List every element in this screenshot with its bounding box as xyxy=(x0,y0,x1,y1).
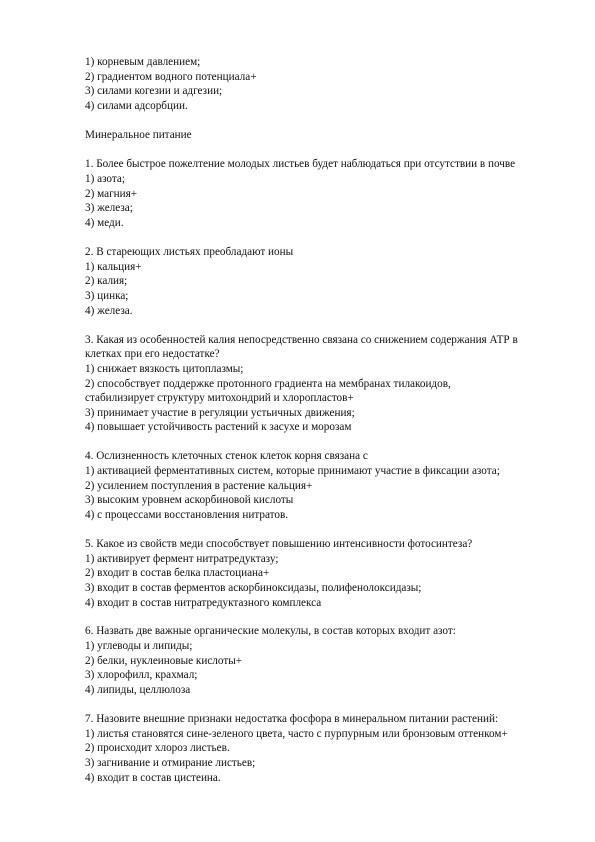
question-text: 2. В стареющих листьях преобладают ионы xyxy=(85,246,294,258)
option-line: 2) происходит хлороз листьев. xyxy=(85,742,230,754)
option-line: стабилизирует структуру митохондрий и хлоропластов+ xyxy=(85,392,354,404)
option-line: 2) способствует поддержке протонного градиента на мембранах тилакоидов, xyxy=(85,378,451,390)
question-text: 4. Ослизненность клеточных стенок клеток корня связана с xyxy=(85,450,368,462)
option-line: 2) белки, нуклеиновые кислоты+ xyxy=(85,655,243,667)
option-line: 2) калия; xyxy=(85,275,128,287)
option-line: 3) высоким уровнем аскорбиновой кислоты xyxy=(85,494,294,506)
option-line: 1) активирует фермент нитратредуктазу; xyxy=(85,553,279,565)
option-line: 4) входит в состав нитратредуктазного комплекса xyxy=(85,597,322,609)
option-line: 3) цинка; xyxy=(85,290,129,302)
option-line: 3) хлорофилл, крахмал; xyxy=(85,669,198,681)
option-line: 1) азота; xyxy=(85,173,125,185)
option-line: 4) с процессами восстановления нитратов. xyxy=(85,509,289,521)
option-line: 3) загнивание и отмирание листьев; xyxy=(85,757,256,769)
question-text-continued: клетках при его недостатке? xyxy=(85,348,220,360)
option-line: 1) корневым давлением; xyxy=(85,56,201,68)
option-line: 4) железа. xyxy=(85,305,133,317)
option-line: 2) входит в состав белка пластоциана+ xyxy=(85,567,270,579)
option-line: 2) градиентом водного потенциала+ xyxy=(85,71,257,83)
option-line: 3) принимает участие в регуляции устьичных движения; xyxy=(85,407,355,419)
question-text: 3. Какая из особенностей калия непосредственно связана со снижением содержания АТР в xyxy=(85,334,518,346)
question-text: 5. Какое из свойств меди способствует повышению интенсивности фотосинтеза? xyxy=(85,538,473,550)
option-line: 2) усилением поступления в растение кальция+ xyxy=(85,480,313,492)
section-title: Минеральное питание xyxy=(85,129,192,141)
option-line: 2) магния+ xyxy=(85,188,138,200)
option-line: 3) входит в состав ферментов аскорбиноксидазы, полифенолоксидазы; xyxy=(85,582,422,594)
option-line: 4) липиды, целлюлоза xyxy=(85,684,191,696)
option-line: 4) входит в состав цистеина. xyxy=(85,772,221,784)
option-line: 1) листья становятся сине-зеленого цвета, часто с пурпурным или бронзовым оттенком+ xyxy=(85,728,508,740)
option-line: 4) повышает устойчивость растений к засухе и морозам xyxy=(85,421,352,433)
option-line: 4) меди. xyxy=(85,217,124,229)
option-line: 3) силами когезии и адгезии; xyxy=(85,85,223,97)
option-line: 1) активацией ферментативных систем, которые принимают участие в фиксации азота; xyxy=(85,465,500,477)
question-text: 7. Назовите внешние признаки недостатка фосфора в минеральном питании растений: xyxy=(85,713,499,725)
option-line: 3) железа; xyxy=(85,202,133,214)
question-text: 6. Назвать две важные органические молекулы, в состав которых входит азот: xyxy=(85,625,456,637)
question-text: 1. Более быстрое пожелтение молодых листьев будет наблюдаться при отсутствии в почве xyxy=(85,158,516,170)
option-line: 1) углеводы и липиды; xyxy=(85,640,193,652)
option-line: 1) кальция+ xyxy=(85,261,142,273)
option-line: 1) снижает вязкость цитоплазмы; xyxy=(85,363,244,375)
option-line: 4) силами адсорбции. xyxy=(85,100,188,112)
